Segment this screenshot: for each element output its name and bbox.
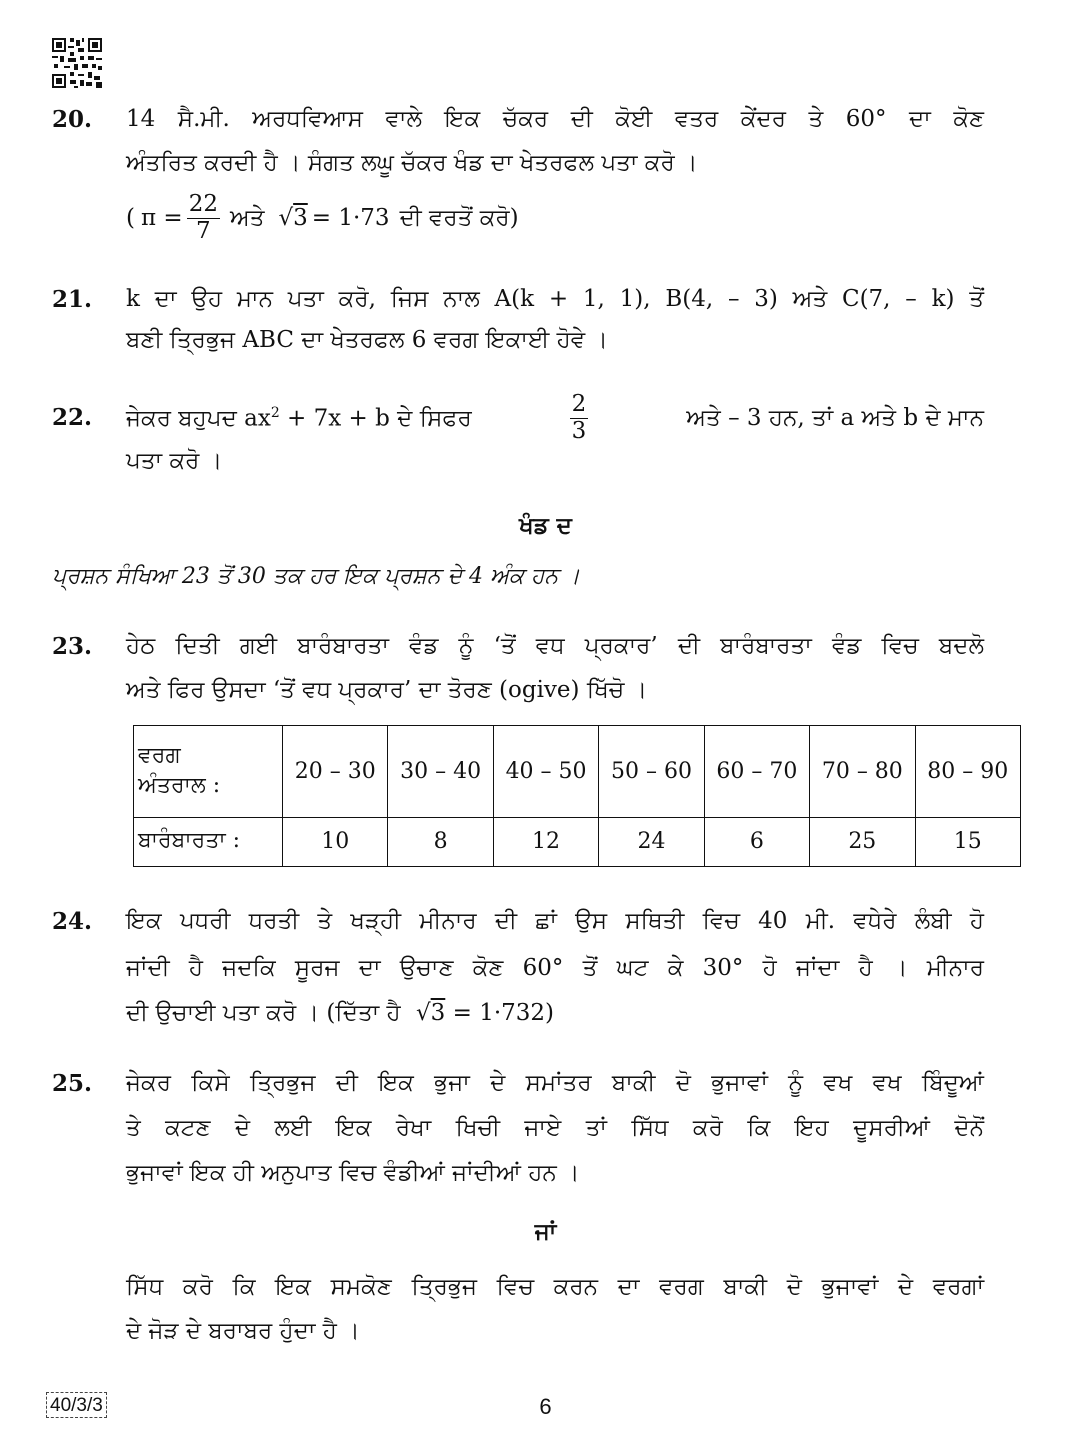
question-text: ਜੇਕਰ ਕਿਸੇ ਤ੍ਰਿਭੁਜ ਦੀ ਇਕ ਭੁਜਾ ਦੇ ਸਮਾਂਤਰ ਬਾਕੀ ਦੋ ਭੁਜਾਵਾਂ ਨੂੰ ਵਖ ਵਖ ਬਿੰਦੂਆਂ bbox=[126, 1070, 984, 1096]
fraction bbox=[187, 192, 220, 244]
question-number: 24. bbox=[52, 908, 93, 935]
paren: ( bbox=[126, 205, 135, 231]
question-text: ਜਾਂਦੀ ਹੈ ਜਦਕਿ ਸੂਰਜ ਦਾ ਉਚਾਣ ਕੋਣ 60° ਤੋਂ ਘਟ ਕੇ 30° ਹੋ ਜਾਂਦਾ ਹੈ । ਮੀਨਾਰ bbox=[126, 955, 984, 981]
table-cell: 70 – 80 bbox=[810, 726, 915, 818]
table-cell: 60 – 70 bbox=[704, 726, 809, 818]
question-text: ਪਤਾ ਕਰੋ । bbox=[126, 448, 223, 474]
page-number: 6 bbox=[539, 1394, 552, 1419]
fraction-numerator: 2 bbox=[571, 391, 587, 418]
table-cell: 6 bbox=[704, 817, 809, 866]
table-cell: 15 bbox=[915, 817, 1020, 866]
question-text bbox=[126, 1000, 984, 1026]
sqrt-symbol: √ bbox=[278, 205, 294, 231]
question-text: ਭੁਜਾਵਾਂ ਇਕ ਹੀ ਅਨੁਪਾਤ ਵਿਚ ਵੰਡੀਆਂ ਜਾਂਦੀਆਂ ਹਨ । bbox=[126, 1160, 580, 1186]
fraction-denominator: 3 bbox=[571, 417, 587, 444]
question-text: ਬਣੀ ਤ੍ਰਿਭੁਜ ABC ਦਾ ਖੇਤਰਫਲ 6 ਵਰਗ ਇਕਾਈ ਹੋਵੇ । bbox=[126, 327, 608, 353]
superscript: 2 bbox=[270, 404, 280, 421]
qr-code-icon bbox=[52, 38, 102, 88]
table-cell: 10 bbox=[283, 817, 388, 866]
row-label: ਅੰਤਰਾਲ : bbox=[138, 773, 221, 799]
table-cell: 8 bbox=[388, 817, 493, 866]
formula bbox=[126, 188, 984, 248]
section-instruction: ਪ੍ਰਸ਼ਨ ਸੰਖਿਆ 23 ਤੋਂ 30 ਤਕ ਹਰ ਇਕ ਪ੍ਰਸ਼ਨ ਦੇ 4 ਅੰਕ ਹਨ । bbox=[52, 564, 580, 589]
table-header-cell bbox=[134, 726, 283, 818]
sqrt-value: 3 bbox=[293, 205, 308, 231]
sqrt-equals: = 1·73 bbox=[311, 205, 390, 231]
question-text bbox=[126, 388, 984, 448]
table-row bbox=[134, 726, 1021, 818]
question-number: 20. bbox=[52, 106, 93, 133]
row-label: ਵਰਗ bbox=[138, 742, 181, 768]
conjunction: ਅਤੇ bbox=[229, 205, 265, 231]
question-text: 14 ਸੈ.ਮੀ. ਅਰਧਵਿਆਸ ਵਾਲੇ ਇਕ ਚੱਕਰ ਦੀ ਕੋਈ ਵਤਰ ਕੇਂਦਰ ਤੇ 60° ਦਾ ਕੋਣ bbox=[126, 106, 984, 132]
table-header-cell: ਬਾਰੰਬਾਰਤਾ : bbox=[134, 817, 283, 866]
question-text: ਦੇ ਜੋੜ ਦੇ ਬਰਾਬਰ ਹੁੰਦਾ ਹੈ । bbox=[126, 1318, 360, 1344]
table-cell: 40 – 50 bbox=[493, 726, 598, 818]
text-part: + 7x + b ਦੇ ਸਿਫਰ bbox=[279, 405, 472, 432]
fraction-numerator: 22 bbox=[188, 191, 218, 218]
question-text: k ਦਾ ਉਹ ਮਾਨ ਪਤਾ ਕਰੋ, ਜਿਸ ਨਾਲ A(k + 1, 1), B(4, – 3) ਅਤੇ C(7, – k) ਤੋਂ bbox=[126, 286, 984, 312]
frequency-table bbox=[133, 725, 1021, 867]
question-text: ਅੰਤਰਿਤ ਕਰਦੀ ਹੈ । ਸੰਗਤ ਲਘੂ ਚੱਕਰ ਖੰਡ ਦਾ ਖੇਤਰਫਲ ਪਤਾ ਕਰੋ । bbox=[126, 150, 698, 176]
question-text: ਅਤੇ ਫਿਰ ਉਸਦਾ ‘ਤੋਂ ਵਧ ਪ੍ਰਕਾਰ’ ਦਾ ਤੋਰਣ (ogive) ਖਿੱਚੋ । bbox=[126, 677, 648, 703]
text-part: ਜੇਕਰ ਬਹੁਪਦ ax bbox=[126, 405, 271, 432]
text-part: ਅਤੇ – 3 ਹਨ, ਤਾਂ a ਅਤੇ b ਦੇ ਮਾਨ bbox=[686, 405, 984, 431]
table-cell: 25 bbox=[810, 817, 915, 866]
table-cell: 20 – 30 bbox=[283, 726, 388, 818]
sqrt-symbol: √ bbox=[416, 1000, 431, 1026]
section-title: ਖੰਡ ਦ bbox=[519, 512, 572, 539]
question-number: 23. bbox=[52, 633, 93, 660]
fraction-denominator: 7 bbox=[196, 217, 211, 244]
sqrt-value: 3 bbox=[430, 1000, 446, 1026]
table-cell: 50 – 60 bbox=[599, 726, 704, 818]
table-cell: 30 – 40 bbox=[388, 726, 493, 818]
paper-code: 40/3/3 bbox=[46, 1392, 107, 1418]
sqrt-equals: = 1·732) bbox=[452, 1000, 555, 1026]
table-row bbox=[134, 817, 1021, 866]
table-cell: 12 bbox=[493, 817, 598, 866]
question-number: 25. bbox=[52, 1070, 93, 1097]
question-text: ਤੇ ਕਟਣ ਦੇ ਲਈ ਇਕ ਰੇਖਾ ਖਿਚੀ ਜਾਏ ਤਾਂ ਸਿੱਧ ਕਰੋ ਕਿ ਇਹ ਦੂਸਰੀਆਂ ਦੋਨੋਂ bbox=[126, 1115, 984, 1141]
table-cell: 80 – 90 bbox=[915, 726, 1020, 818]
pi-symbol: π = bbox=[140, 205, 183, 231]
fraction bbox=[570, 392, 589, 444]
or-separator: ਜਾਂ bbox=[534, 1218, 557, 1245]
question-number: 22. bbox=[52, 404, 93, 431]
question-text: ਇਕ ਪਧਰੀ ਧਰਤੀ ਤੇ ਖੜ੍ਹੀ ਮੀਨਾਰ ਦੀ ਛਾਂ ਉਸ ਸਥਿਤੀ ਵਿਚ 40 ਮੀ. ਵਧੇਰੇ ਲੰਬੀ ਹੋ bbox=[126, 908, 984, 934]
instruction-text: ਦੀ ਵਰਤੋਂ ਕਰੋ) bbox=[399, 205, 519, 231]
table-cell: 24 bbox=[599, 817, 704, 866]
question-number: 21. bbox=[52, 286, 93, 313]
question-text: ਹੇਠ ਦਿਤੀ ਗਈ ਬਾਰੰਬਾਰਤਾ ਵੰਡ ਨੂੰ ‘ਤੋਂ ਵਧ ਪ੍ਰਕਾਰ’ ਦੀ ਬਾਰੰਬਾਰਤਾ ਵੰਡ ਵਿਚ ਬਦਲੋ bbox=[126, 633, 984, 659]
text-part: ਦੀ ਉਚਾਈ ਪਤਾ ਕਰੋ । (ਦਿੱਤਾ ਹੈ bbox=[126, 1000, 401, 1026]
question-text: ਸਿੱਧ ਕਰੋ ਕਿ ਇਕ ਸਮਕੋਣ ਤ੍ਰਿਭੁਜ ਵਿਚ ਕਰਨ ਦਾ ਵਰਗ ਬਾਕੀ ਦੋ ਭੁਜਾਵਾਂ ਦੇ ਵਰਗਾਂ bbox=[126, 1274, 984, 1300]
